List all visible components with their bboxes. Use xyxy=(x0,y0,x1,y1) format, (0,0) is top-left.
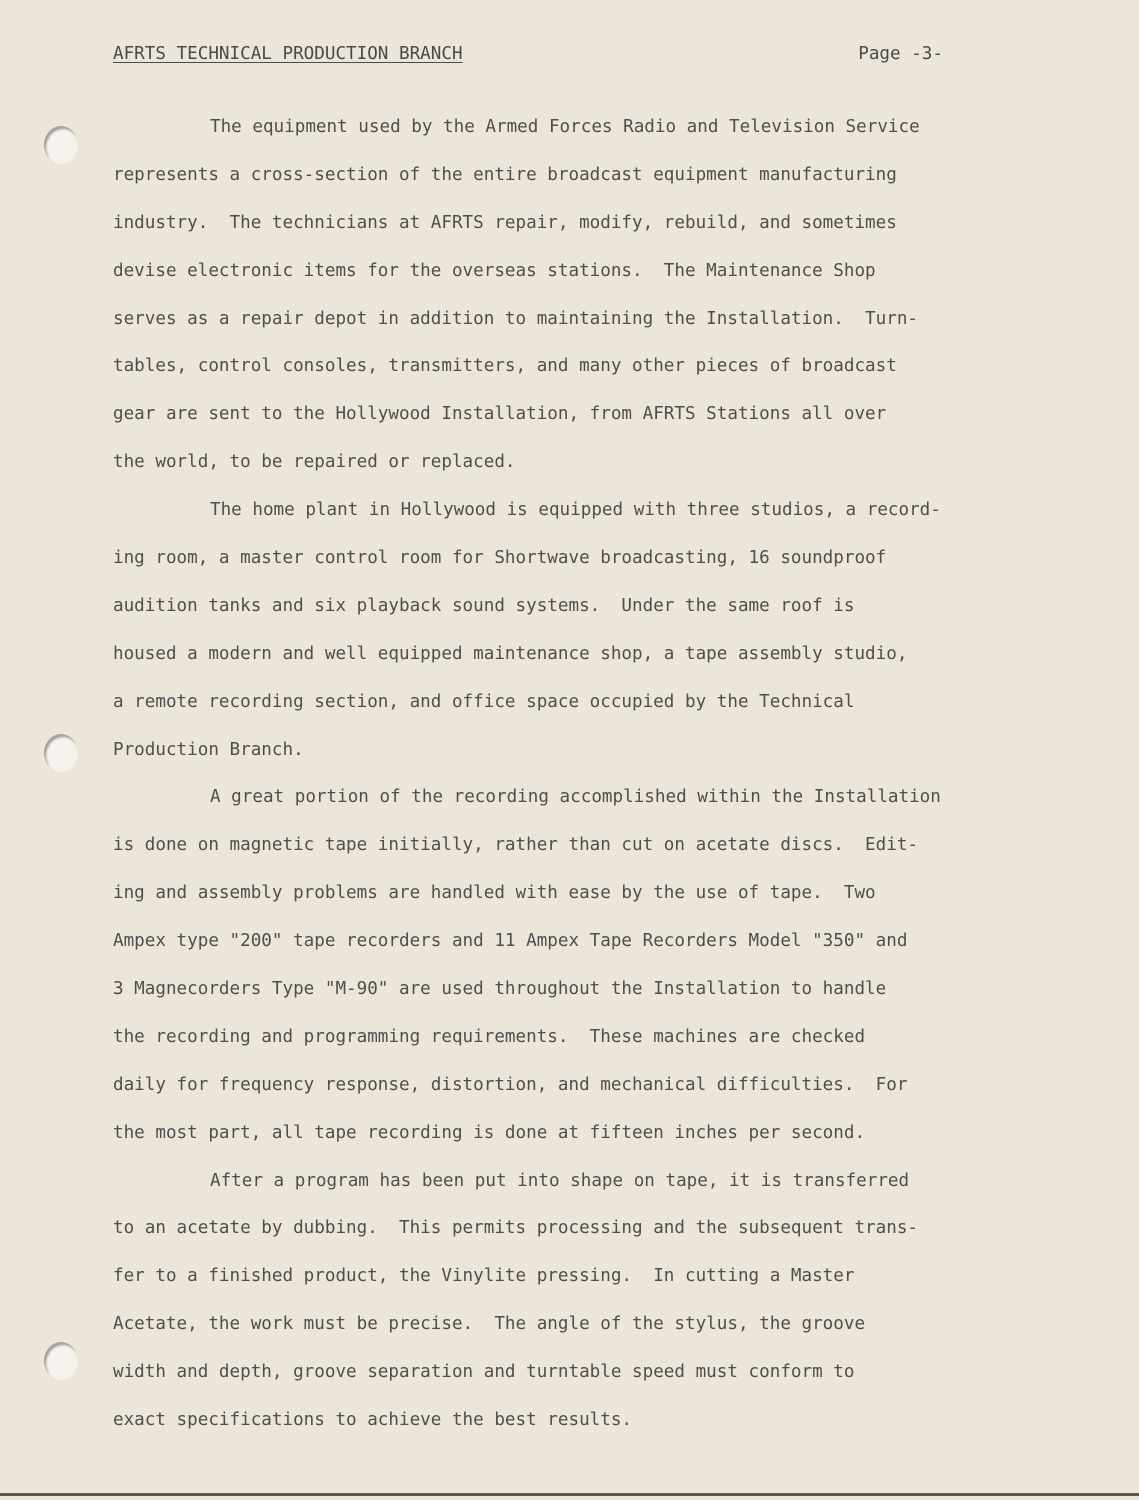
text-line: ing room, a master control room for Shortwave broadcasting, 16 soundproof xyxy=(113,548,887,569)
text-line: housed a modern and well equipped maintenance shop, a tape assembly studio, xyxy=(113,643,908,664)
text-line: The home plant in Hollywood is equipped with three studios, a record- xyxy=(210,500,941,521)
text-line: Acetate, the work must be precise. The angle of the stylus, the groove xyxy=(113,1314,866,1335)
text-line: gear are sent to the Hollywood Installation, from AFRTS Stations all over xyxy=(113,404,887,425)
paragraph xyxy=(113,104,1043,487)
text-line: After a program has been put into shape on tape, it is transferred xyxy=(210,1170,910,1191)
text-line: fer to a finished product, the Vinylite pressing. In cutting a Master xyxy=(113,1266,855,1287)
punch-hole xyxy=(44,126,78,164)
paragraph xyxy=(113,774,1043,1157)
text-line: 3 Magnecorders Type "M-90" are used throughout the Installation to handle xyxy=(113,979,887,1000)
text-line: is done on magnetic tape initially, rather than cut on acetate discs. Edit- xyxy=(113,835,919,856)
paragraph xyxy=(113,1158,1043,1445)
text-line: Production Branch. xyxy=(113,739,304,760)
header-title: AFRTS TECHNICAL PRODUCTION BRANCH xyxy=(113,44,463,64)
text-line: daily for frequency response, distortion, and mechanical difficulties. For xyxy=(113,1074,908,1095)
page-number: Page -3- xyxy=(858,44,943,64)
text-line: width and depth, groove separation and turntable speed must conform to xyxy=(113,1362,855,1383)
page-header xyxy=(113,44,943,72)
text-line: represents a cross-section of the entire broadcast equipment manufacturing xyxy=(113,164,897,185)
text-line: the world, to be repaired or replaced. xyxy=(113,452,516,473)
paragraph xyxy=(113,487,1043,774)
punch-hole xyxy=(44,734,78,772)
text-line: A great portion of the recording accomplished within the Installation xyxy=(210,787,941,808)
text-line: to an acetate by dubbing. This permits processing and the subsequent trans- xyxy=(113,1218,919,1239)
page-bottom-edge xyxy=(0,1493,1139,1496)
text-line: The equipment used by the Armed Forces Radio and Television Service xyxy=(210,117,920,137)
text-line: serves as a repair depot in addition to maintaining the Installation. Turn- xyxy=(113,308,919,329)
text-line: the recording and programming requirements. These machines are checked xyxy=(113,1026,866,1047)
text-line: the most part, all tape recording is done at fifteen inches per second. xyxy=(113,1122,866,1143)
text-line: ing and assembly problems are handled with ease by the use of tape. Two xyxy=(113,883,876,904)
text-line: audition tanks and six playback sound systems. Under the same roof is xyxy=(113,595,855,616)
text-line: industry. The technicians at AFRTS repair, modify, rebuild, and sometimes xyxy=(113,212,897,233)
text-line: Ampex type "200" tape recorders and 11 Ampex Tape Recorders Model "350" and xyxy=(113,931,908,952)
text-line: exact specifications to achieve the best results. xyxy=(113,1410,633,1431)
punch-hole xyxy=(44,1342,78,1380)
text-line: devise electronic items for the overseas stations. The Maintenance Shop xyxy=(113,260,876,281)
text-line: tables, control consoles, transmitters, and many other pieces of broadcast xyxy=(113,356,897,377)
text-line: a remote recording section, and office space occupied by the Technical xyxy=(113,691,855,712)
body-text xyxy=(113,104,1043,1445)
